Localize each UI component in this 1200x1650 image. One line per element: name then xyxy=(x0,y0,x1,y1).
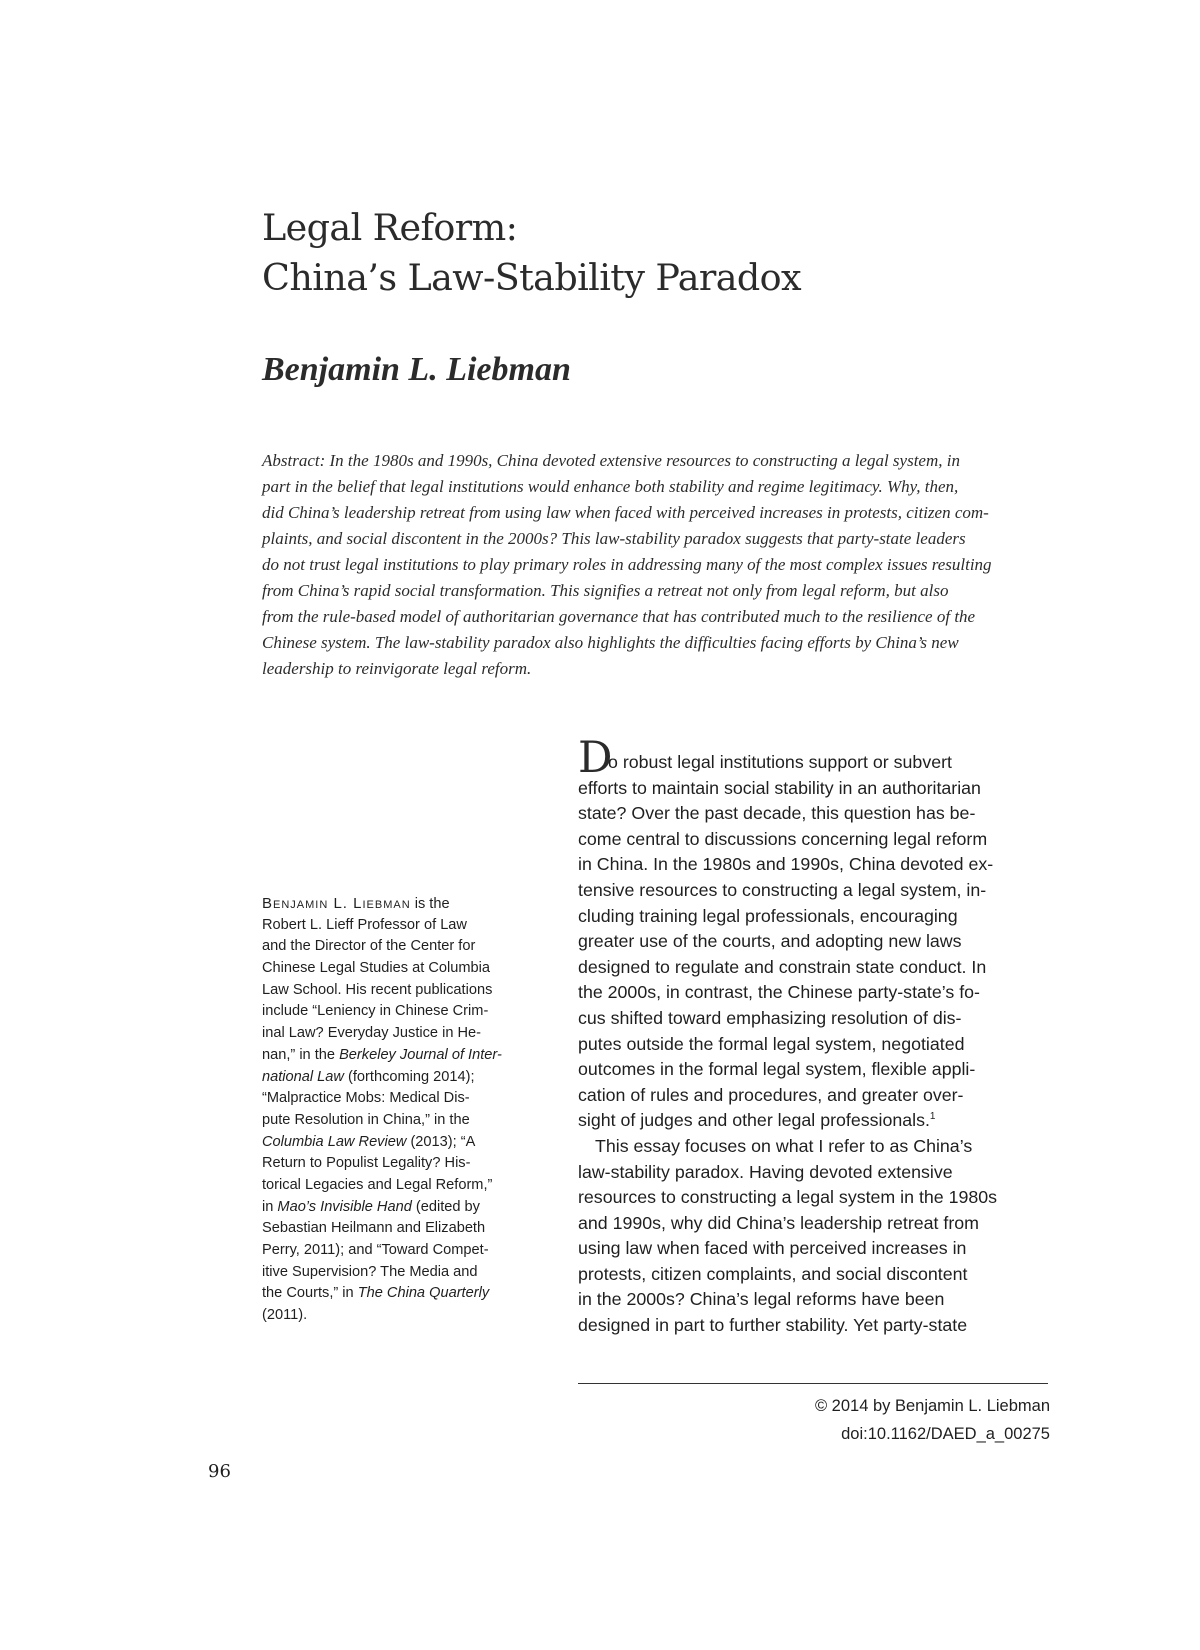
bio-line: Robert L. Lieff Professor of Law xyxy=(262,916,467,933)
bio-line: (2011). xyxy=(262,1307,308,1324)
body-line: cluding training legal professionals, encouraging xyxy=(578,905,958,926)
book-title: Mao’s Invisible Hand xyxy=(277,1198,412,1215)
body-line: outcomes in the formal legal system, flexible appli- xyxy=(578,1059,976,1080)
journal-title: Columbia Law Review xyxy=(262,1133,407,1150)
abstract-line: Abstract: In the 1980s and 1990s, China devoted extensive resources to constructing a legal system, in xyxy=(262,451,960,470)
abstract-line: Chinese system. The law-stability paradox also highlights the difficulties facing efforts by China’s new xyxy=(262,633,959,652)
abstract-line: from the rule-based model of authoritarian governance that has contributed much to the resilience of the xyxy=(262,607,976,626)
body-line: and 1990s, why did China’s leadership retreat from xyxy=(578,1212,979,1233)
journal-title: The China Quarterly xyxy=(357,1285,490,1302)
bio-text: (edited by xyxy=(411,1198,480,1215)
body-line: greater use of the courts, and adopting new laws xyxy=(578,931,962,952)
body-line: designed to regulate and constrain state conduct. In xyxy=(578,956,987,977)
bio-line: include “Leniency in Chinese Crim- xyxy=(262,1003,489,1020)
body-line: in China. In the 1980s and 1990s, China devoted ex- xyxy=(578,854,994,875)
abstract-line: leadership to reinvigorate legal reform. xyxy=(262,659,532,678)
bio-line: Return to Populist Legality? His- xyxy=(262,1155,471,1172)
bio-line: and the Director of the Center for xyxy=(262,938,476,955)
bio-line xyxy=(262,893,542,915)
bio-line: Chinese Legal Studies at Columbia xyxy=(262,960,490,977)
bio-line: “Malpractice Mobs: Medical Dis- xyxy=(262,1090,470,1107)
page-number: 96 xyxy=(208,1461,231,1482)
abstract-line: from China’s rapid social transformation. This signifies a retreat not only from legal reform, but also xyxy=(262,581,949,600)
bio-line xyxy=(262,1283,542,1305)
bio-line: torical Legacies and Legal Reform,” xyxy=(262,1176,493,1193)
article-title-line-1: Legal Reform: xyxy=(262,206,518,249)
body-line: state? Over the past decade, this question has be- xyxy=(578,803,976,824)
doi[interactable]: doi:10.1162/DAED_a_00275 xyxy=(841,1425,1050,1443)
body-line: cus shifted toward emphasizing resolution of dis- xyxy=(578,1007,962,1028)
bio-line xyxy=(262,1067,542,1089)
abstract-line: plaints, and social discontent in the 2000s? This law-stability paradox suggests that party-state leaders xyxy=(262,529,966,548)
bio-text: the Courts,” in xyxy=(262,1285,358,1302)
article-title xyxy=(262,203,1082,303)
journal-title: national Law xyxy=(262,1068,344,1085)
bio-line: Law School. His recent publications xyxy=(262,981,493,998)
body-line: come central to discussions concerning legal reform xyxy=(578,828,988,849)
bio-text: is the xyxy=(410,896,450,912)
body-line: designed in part to further stability. Yet party-state xyxy=(578,1315,968,1336)
body-line: resources to constructing a legal system in the 1980s xyxy=(578,1187,998,1208)
abstract-line: do not trust legal institutions to play primary roles in addressing many of the most complex issues resulting xyxy=(262,555,992,574)
abstract-line: part in the belief that legal institutions would enhance both stability and regime legitimacy. Why, then, xyxy=(262,477,959,496)
body-line: tensive resources to constructing a legal system, in- xyxy=(578,879,987,900)
bio-line: pute Resolution in China,” in the xyxy=(262,1111,470,1128)
body-line xyxy=(578,1134,1048,1160)
body-line: in the 2000s? China’s legal reforms have been xyxy=(578,1289,945,1310)
body-line: cation of rules and procedures, and greater over- xyxy=(578,1084,964,1105)
copyright-notice: © 2014 by Benjamin L. Liebman xyxy=(814,1397,1050,1415)
body-first-line: o robust legal institutions support or subvert xyxy=(608,752,952,772)
bio-text: (2013); “A xyxy=(406,1133,476,1150)
bio-line xyxy=(262,1132,542,1154)
bio-line: Sebastian Heilmann and Elizabeth xyxy=(262,1220,486,1237)
body-line: the 2000s, in contrast, the Chinese party-state’s fo- xyxy=(578,982,980,1003)
bio-line: itive Supervision? The Media and xyxy=(262,1263,478,1280)
bio-text: (forthcoming 2014); xyxy=(343,1068,475,1085)
bio-text: nan,” in the xyxy=(262,1046,340,1063)
abstract-line: did China’s leadership retreat from using law when faced with perceived increases in protests, citizen com- xyxy=(262,503,989,522)
body-line: law-stability paradox. Having devoted extensive xyxy=(578,1161,953,1182)
bio-line xyxy=(262,1197,542,1219)
bio-author-name: Benjamin L. Liebman xyxy=(262,895,411,912)
body-line xyxy=(578,750,1048,776)
bio-text: in xyxy=(262,1198,278,1215)
copyright-block xyxy=(815,1392,1050,1448)
abstract xyxy=(262,448,1062,682)
body-line xyxy=(578,1108,1048,1134)
body-para-start: This essay focuses on what I refer to as China’s xyxy=(595,1135,973,1156)
body-text-end: sight of judges and other legal professionals. xyxy=(578,1110,930,1131)
author-bio xyxy=(262,893,542,1327)
article-title-line-2: China’s Law-Stability Paradox xyxy=(262,256,802,299)
footer-rule xyxy=(578,1383,1048,1384)
bio-line: Perry, 2011); and “Toward Compet- xyxy=(262,1242,489,1258)
article-author: Benjamin L. Liebman xyxy=(262,351,571,388)
body-line: protests, citizen complaints, and social discontent xyxy=(578,1263,968,1284)
footnote-mark[interactable]: 1 xyxy=(929,1111,936,1123)
bio-line: inal Law? Everyday Justice in He- xyxy=(262,1025,482,1042)
body-line: using law when faced with perceived increases in xyxy=(578,1238,967,1259)
body-text xyxy=(578,750,1048,1339)
drop-cap: D xyxy=(578,733,613,783)
journal-title: Berkeley Journal of Inter- xyxy=(339,1046,502,1063)
body-line: efforts to maintain social stability in an authoritarian xyxy=(578,777,981,798)
body-line: putes outside the formal legal system, negotiated xyxy=(578,1033,965,1054)
bio-line xyxy=(262,1045,542,1067)
